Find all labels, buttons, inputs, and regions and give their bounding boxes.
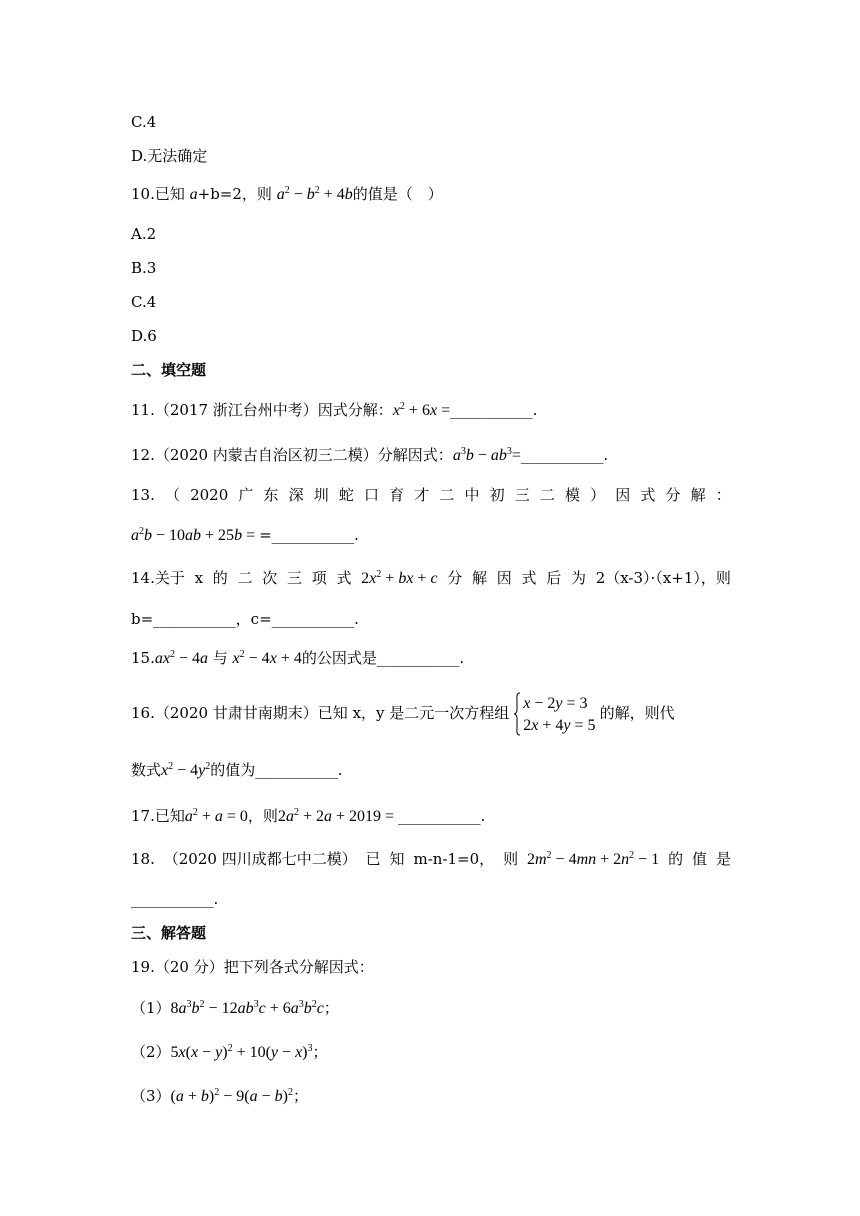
q19-item-3: $(3)(a + b)^2 - 9(a - b)^2$； bbox=[131, 1087, 308, 1105]
q18-line2: ___________. bbox=[131, 890, 219, 908]
q9-option-d: D.无法确定 bbox=[131, 147, 208, 165]
q13-line2: $a^2b - 10ab + 25b$ = =___________. bbox=[131, 526, 359, 544]
q11: 11.（2017 浙江台州中考）因式分解：$x^2 + 6x$ =___________. bbox=[131, 401, 538, 419]
q10-stem: 10.已知 a+b=2，则 $a^2 - b^2 + 4b$的值是（ ） bbox=[131, 185, 443, 203]
section-heading-solve: 三、解答题 bbox=[131, 924, 207, 942]
q13-line1: 13. （ 2020 广 东 深 圳 蛇 口 育 才 二 中 初 三 二 模 ） 因 式 分 解 ： bbox=[131, 486, 731, 504]
q14-line2: b=___________，c=___________. bbox=[131, 610, 359, 628]
section-heading-fill-in: 二、填空题 bbox=[131, 361, 207, 379]
q19-title: 19.（20 分）把下列各式分解因式： bbox=[131, 958, 374, 976]
brace-icon bbox=[513, 692, 521, 736]
q19-item-1: $(1)8a^3b^2 - 12ab^3c + 6a^3b^2c$； bbox=[131, 999, 339, 1017]
q10-option-d: D.6 bbox=[131, 327, 157, 345]
q14-line1: 14.关于 x 的 二 次 三 项 式 $2x^2$ + bx + c 分 解 因 式 后 为 2（x-3）·（x+1），则 bbox=[131, 569, 731, 587]
q17: 17.已知$a^2 + a = 0$，则$2a^2 + 2a + 2019$ = ___________. bbox=[131, 807, 486, 825]
q10-option-a: A.2 bbox=[131, 225, 157, 243]
q9-option-c: C.4 bbox=[131, 113, 157, 131]
q12: 12.（2020 内蒙古自治区初三二模）分解因式：$a^3b$ − $ab^3=\_\_\_\_\_\_\_\_\_\_\_$. bbox=[131, 446, 609, 464]
q10-option-c: C.4 bbox=[131, 293, 157, 311]
q18-line1: 18. （2020 四川成都七中二模） 已 知 m-n-1=0， 则 $2m^2 - 4mn + 2n^2 - 1$ 的 值 是 bbox=[131, 850, 731, 868]
q19-item-2: $(2)5x(x - y)^2 + 10(y - x)^3$； bbox=[131, 1043, 328, 1061]
q15: $15.ax^2 - 4a$ 与 $x^2 - 4x + 4$的公因式是___________. bbox=[131, 649, 465, 667]
q16-line1: 16.（2020 甘肃甘南期末）已知 x，y 是二元一次方程组 x − 2y = 3 2x + 4y = 5 的解，则代 bbox=[131, 690, 731, 736]
equation-system: x − 2y = 3 2x + 4y = 5 bbox=[513, 692, 595, 736]
q16-line2: 数式$x^2 - 4y^2$的值为___________. bbox=[131, 761, 343, 779]
q10-option-b: B.3 bbox=[131, 259, 157, 277]
